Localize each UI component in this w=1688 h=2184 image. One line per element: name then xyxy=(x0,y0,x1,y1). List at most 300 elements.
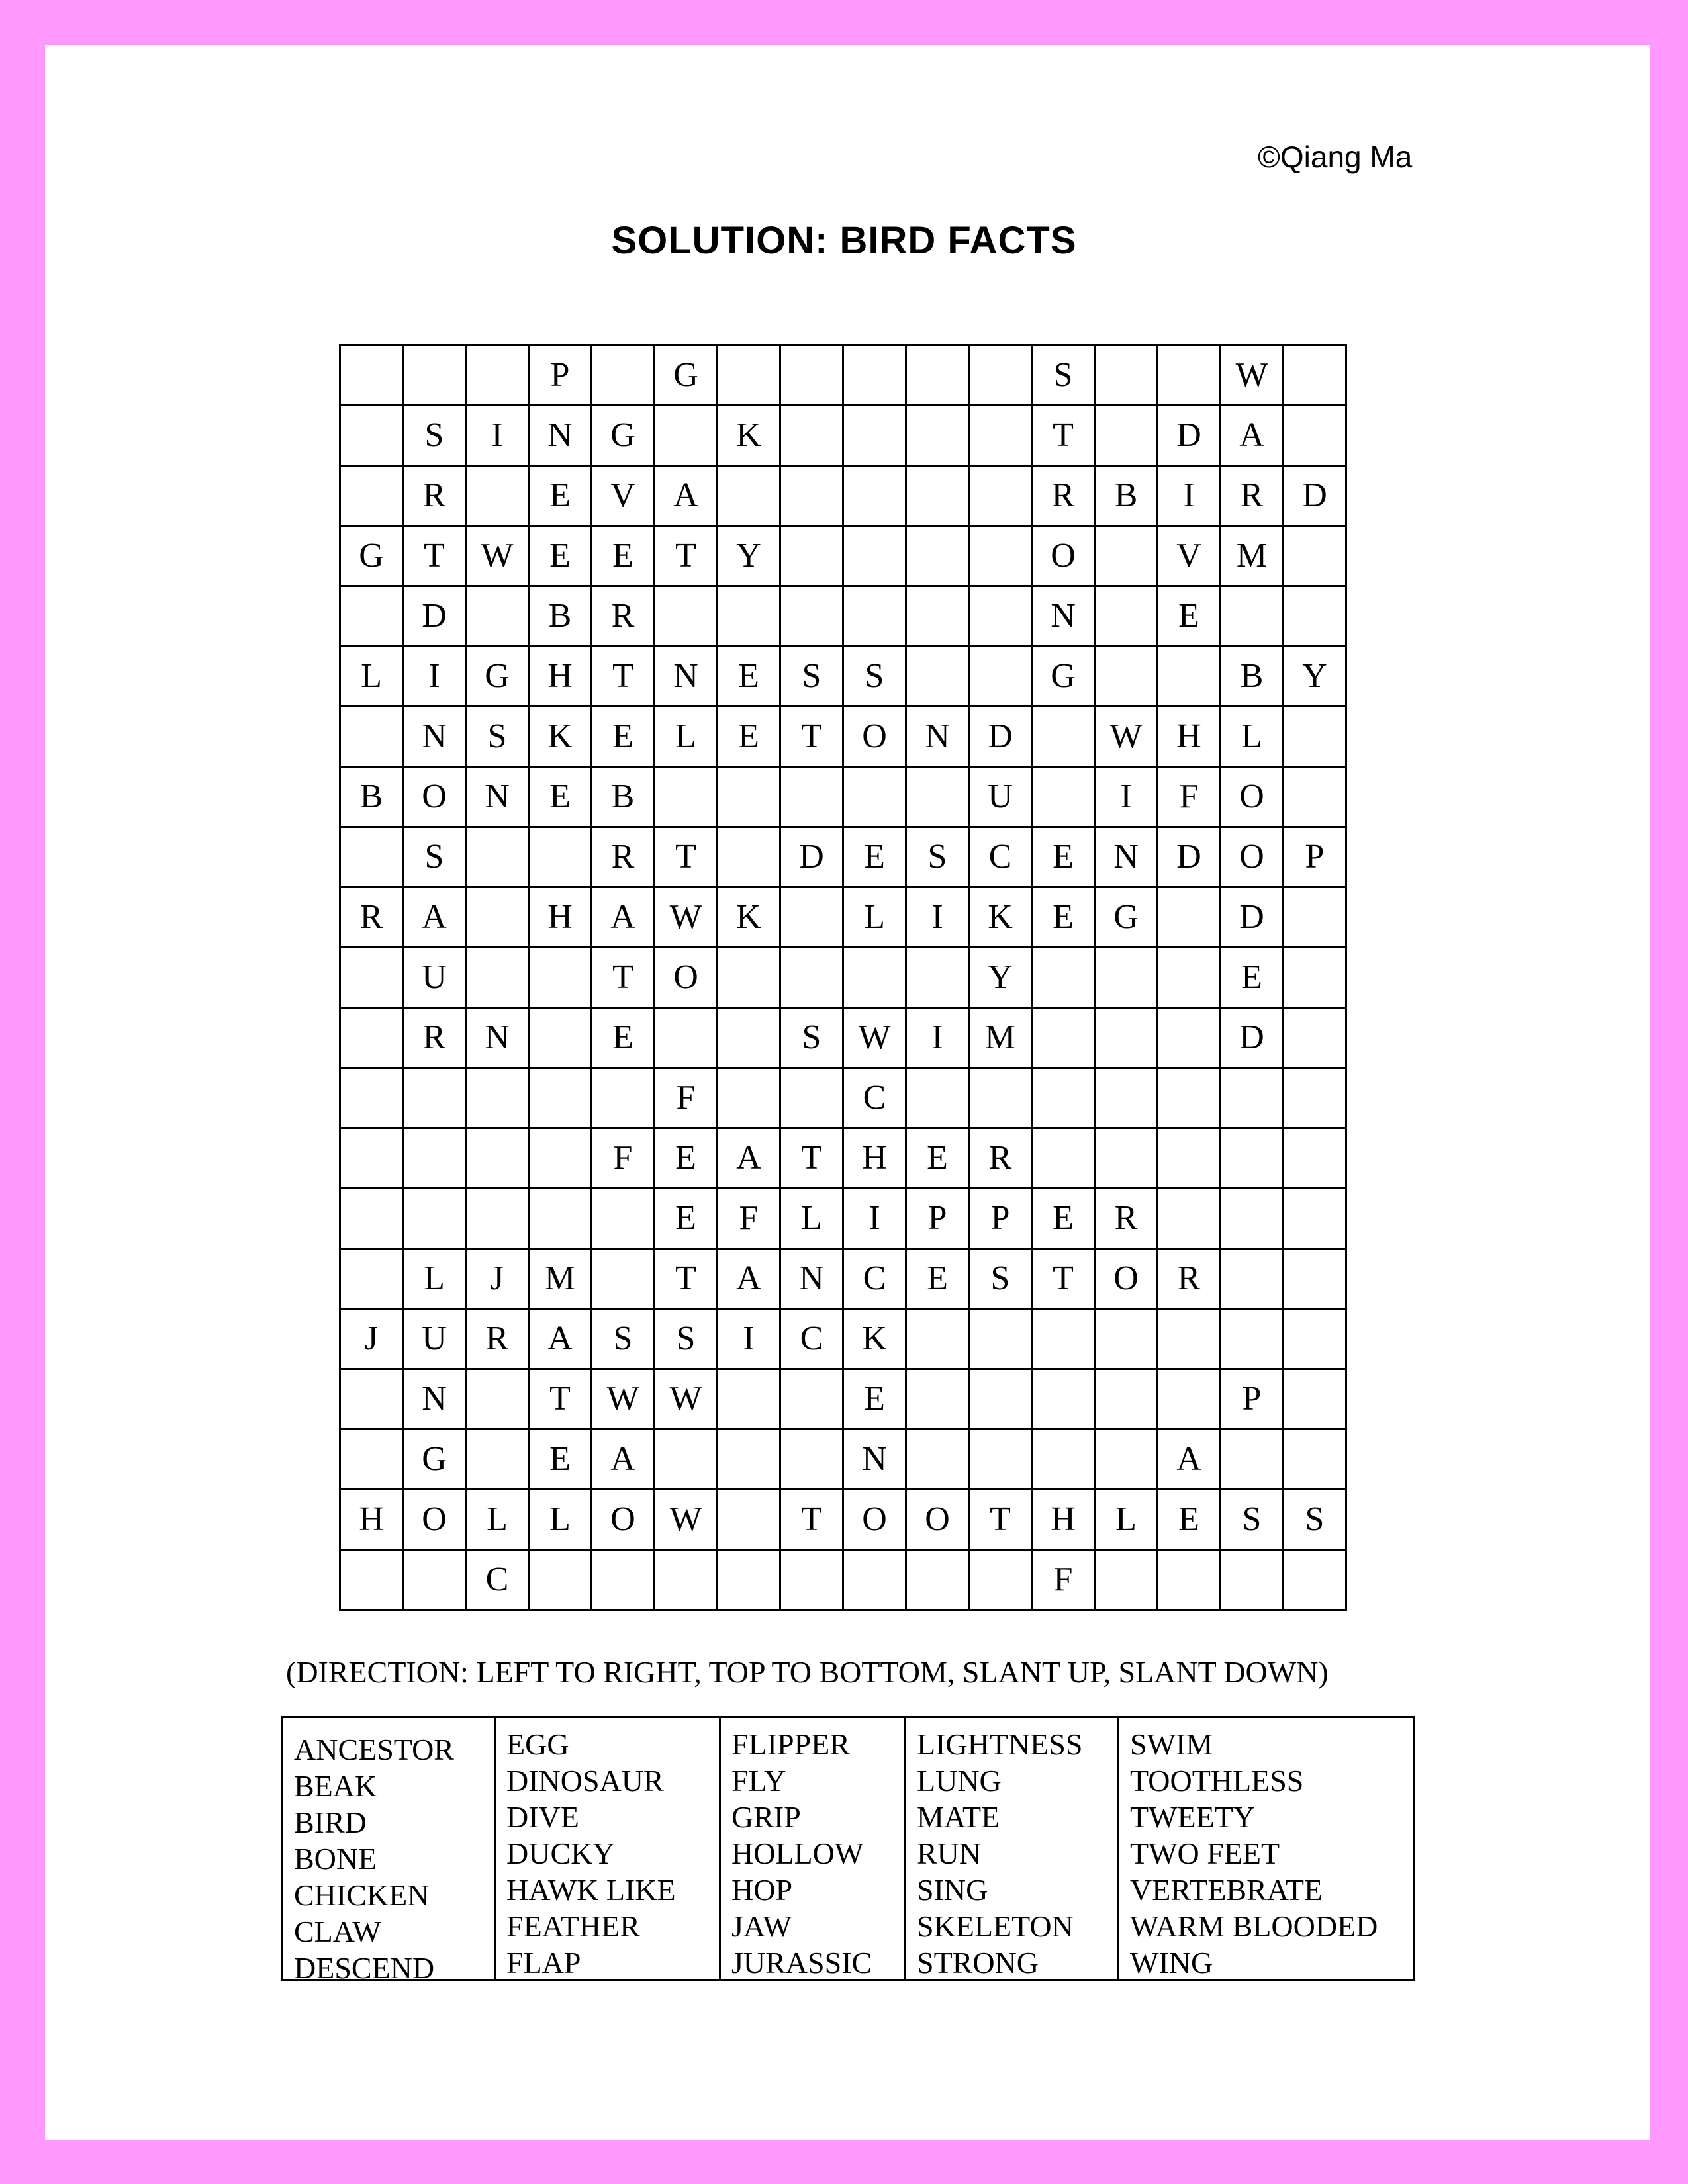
grid-cell xyxy=(466,466,529,526)
grid-cell xyxy=(843,345,906,406)
grid-cell: S xyxy=(1032,345,1095,406)
grid-cell: K xyxy=(843,1309,906,1369)
grid-cell xyxy=(340,1430,403,1490)
grid-cell xyxy=(843,466,906,526)
grid-cell: M xyxy=(969,1008,1032,1068)
grid-cell: D xyxy=(969,707,1032,767)
word-bank-item: MATE xyxy=(917,1800,1000,1834)
word-bank-item: SKELETON xyxy=(917,1909,1074,1943)
grid-cell xyxy=(718,1008,780,1068)
grid-cell: O xyxy=(655,948,718,1008)
grid-cell xyxy=(340,1008,403,1068)
grid-cell xyxy=(1158,1309,1221,1369)
word-bank-item: RUN xyxy=(917,1837,982,1870)
grid-cell xyxy=(1221,586,1284,647)
grid-cell xyxy=(403,1128,466,1189)
grid-cell: L xyxy=(529,1490,592,1550)
word-bank-item: SING xyxy=(917,1873,988,1907)
grid-cell: E xyxy=(1032,887,1095,948)
grid-cell: N xyxy=(466,1008,529,1068)
grid-cell: I xyxy=(906,1008,969,1068)
grid-cell xyxy=(466,1369,529,1430)
grid-cell: H xyxy=(843,1128,906,1189)
grid-cell xyxy=(529,1008,592,1068)
grid-cell: L xyxy=(780,1189,843,1249)
grid-cell: F xyxy=(718,1189,780,1249)
grid-cell: W xyxy=(655,887,718,948)
grid-cell: E xyxy=(1158,586,1221,647)
grid-cell: F xyxy=(592,1128,655,1189)
grid-cell: S xyxy=(843,647,906,707)
grid-cell: K xyxy=(718,887,780,948)
word-bank-column xyxy=(904,1718,1117,1979)
word-bank-item: CHICKEN xyxy=(294,1878,430,1912)
grid-cell: E xyxy=(843,827,906,887)
grid-cell: T xyxy=(592,647,655,707)
grid-cell: G xyxy=(466,647,529,707)
grid-cell xyxy=(1158,948,1221,1008)
grid-cell xyxy=(529,1128,592,1189)
grid-cell xyxy=(1284,1128,1346,1189)
grid-cell: U xyxy=(969,767,1032,827)
grid-cell: A xyxy=(1158,1430,1221,1490)
grid-cell: S xyxy=(969,1249,1032,1309)
word-bank-item: VERTEBRATE xyxy=(1130,1873,1323,1907)
grid-cell xyxy=(466,1128,529,1189)
grid-cell xyxy=(906,647,969,707)
grid-cell xyxy=(843,1550,906,1610)
grid-cell xyxy=(340,1369,403,1430)
grid-cell: C xyxy=(466,1550,529,1610)
grid-cell: L xyxy=(1095,1490,1158,1550)
grid-cell: W xyxy=(1221,345,1284,406)
grid-cell: G xyxy=(403,1430,466,1490)
word-bank-column xyxy=(719,1718,904,1979)
grid-cell: E xyxy=(592,707,655,767)
grid-row xyxy=(340,707,1346,767)
grid-cell: P xyxy=(1284,827,1346,887)
grid-cell: H xyxy=(1158,707,1221,767)
grid-cell: N xyxy=(529,406,592,466)
grid-cell: R xyxy=(592,586,655,647)
grid-cell: S xyxy=(403,406,466,466)
grid-cell xyxy=(1158,887,1221,948)
grid-cell: W xyxy=(843,1008,906,1068)
grid-cell xyxy=(466,887,529,948)
grid-cell: N xyxy=(906,707,969,767)
grid-cell: W xyxy=(655,1490,718,1550)
grid-cell: Y xyxy=(718,526,780,586)
grid-cell xyxy=(1284,526,1346,586)
grid-cell: B xyxy=(340,767,403,827)
word-bank-item: FEATHER xyxy=(506,1909,640,1943)
grid-cell xyxy=(906,1430,969,1490)
copyright-notice: ©Qiang Ma xyxy=(1258,140,1413,174)
grid-cell xyxy=(340,1128,403,1189)
grid-cell: F xyxy=(1032,1550,1095,1610)
grid-row xyxy=(340,1189,1346,1249)
grid-cell xyxy=(655,406,718,466)
grid-cell xyxy=(1284,1008,1346,1068)
grid-cell xyxy=(466,1189,529,1249)
grid-cell: L xyxy=(1221,707,1284,767)
grid-cell: S xyxy=(466,707,529,767)
grid-cell xyxy=(1284,1068,1346,1128)
word-bank-item: LIGHTNESS xyxy=(917,1727,1083,1761)
grid-cell: O xyxy=(403,1490,466,1550)
word-bank-item: HOLLOW xyxy=(731,1837,864,1870)
grid-cell xyxy=(1095,1430,1158,1490)
grid-cell: E xyxy=(906,1249,969,1309)
grid-cell: C xyxy=(780,1309,843,1369)
grid-cell: A xyxy=(718,1128,780,1189)
grid-cell: P xyxy=(969,1189,1032,1249)
grid-cell: G xyxy=(1032,647,1095,707)
grid-cell: S xyxy=(780,1008,843,1068)
grid-cell xyxy=(340,1249,403,1309)
grid-cell: A xyxy=(592,1430,655,1490)
grid-cell xyxy=(718,767,780,827)
grid-cell: I xyxy=(466,406,529,466)
grid-cell xyxy=(466,827,529,887)
grid-cell xyxy=(340,1068,403,1128)
grid-row xyxy=(340,1249,1346,1309)
grid-cell xyxy=(466,1430,529,1490)
grid-cell xyxy=(906,526,969,586)
word-bank-column xyxy=(494,1718,719,1979)
grid-cell: O xyxy=(1221,827,1284,887)
grid-row xyxy=(340,1490,1346,1550)
grid-cell xyxy=(1221,1128,1284,1189)
grid-cell: H xyxy=(529,887,592,948)
grid-cell: W xyxy=(655,1369,718,1430)
grid-cell: T xyxy=(655,1249,718,1309)
grid-cell xyxy=(1032,1128,1095,1189)
grid-cell: N xyxy=(843,1430,906,1490)
word-bank-item: FLY xyxy=(731,1764,786,1797)
grid-cell xyxy=(340,1550,403,1610)
grid-cell: E xyxy=(529,466,592,526)
grid-cell: N xyxy=(1095,827,1158,887)
grid-cell xyxy=(655,1008,718,1068)
grid-cell xyxy=(1095,1068,1158,1128)
grid-cell: N xyxy=(403,707,466,767)
grid-cell xyxy=(780,1068,843,1128)
word-bank-item: BIRD xyxy=(294,1805,367,1839)
grid-cell: S xyxy=(1221,1490,1284,1550)
grid-cell: E xyxy=(529,526,592,586)
grid-cell xyxy=(969,1550,1032,1610)
grid-cell: C xyxy=(843,1068,906,1128)
grid-cell: E xyxy=(1221,948,1284,1008)
grid-cell: N xyxy=(655,647,718,707)
grid-cell xyxy=(1095,1369,1158,1430)
grid-cell: K xyxy=(718,406,780,466)
grid-cell xyxy=(1095,1008,1158,1068)
grid-cell: G xyxy=(592,406,655,466)
grid-cell: R xyxy=(403,1008,466,1068)
grid-cell: O xyxy=(592,1490,655,1550)
grid-cell: B xyxy=(529,586,592,647)
word-bank-item: STRONG xyxy=(917,1946,1039,1979)
grid-cell xyxy=(906,948,969,1008)
grid-cell: R xyxy=(1158,1249,1221,1309)
grid-cell: T xyxy=(780,1490,843,1550)
grid-cell: S xyxy=(906,827,969,887)
grid-cell xyxy=(1284,345,1346,406)
grid-cell xyxy=(1158,1550,1221,1610)
grid-cell xyxy=(780,526,843,586)
grid-cell xyxy=(529,827,592,887)
grid-cell xyxy=(466,1068,529,1128)
grid-cell: I xyxy=(1158,466,1221,526)
grid-cell: V xyxy=(592,466,655,526)
grid-cell xyxy=(1284,1430,1346,1490)
grid-cell xyxy=(403,1550,466,1610)
grid-cell xyxy=(655,1430,718,1490)
grid-cell: R xyxy=(1032,466,1095,526)
grid-cell xyxy=(1032,767,1095,827)
word-search-grid xyxy=(339,344,1347,1611)
word-bank-item: SWIM xyxy=(1130,1727,1213,1761)
grid-cell: E xyxy=(655,1128,718,1189)
grid-cell xyxy=(529,1189,592,1249)
grid-cell xyxy=(718,1550,780,1610)
grid-cell: E xyxy=(529,1430,592,1490)
grid-cell: L xyxy=(340,647,403,707)
grid-cell xyxy=(1284,887,1346,948)
grid-cell: E xyxy=(843,1369,906,1430)
grid-cell: I xyxy=(843,1189,906,1249)
grid-cell xyxy=(906,466,969,526)
grid-cell: G xyxy=(340,526,403,586)
grid-cell: D xyxy=(1284,466,1346,526)
grid-cell: D xyxy=(780,827,843,887)
grid-cell xyxy=(843,526,906,586)
grid-cell: C xyxy=(843,1249,906,1309)
grid-cell: E xyxy=(1032,1189,1095,1249)
grid-cell: W xyxy=(1095,707,1158,767)
grid-cell xyxy=(843,767,906,827)
grid-cell xyxy=(969,1309,1032,1369)
grid-cell: T xyxy=(655,827,718,887)
grid-row xyxy=(340,526,1346,586)
grid-cell xyxy=(1221,1430,1284,1490)
grid-cell xyxy=(1158,1128,1221,1189)
grid-cell: B xyxy=(1095,466,1158,526)
grid-cell: B xyxy=(592,767,655,827)
word-bank-column xyxy=(283,1718,494,1985)
grid-cell xyxy=(1158,345,1221,406)
grid-cell: A xyxy=(403,887,466,948)
grid-cell: T xyxy=(592,948,655,1008)
grid-cell: S xyxy=(403,827,466,887)
grid-cell xyxy=(655,767,718,827)
grid-cell xyxy=(906,1309,969,1369)
grid-cell xyxy=(969,526,1032,586)
grid-cell xyxy=(1284,1249,1346,1309)
grid-cell xyxy=(969,1068,1032,1128)
grid-cell: W xyxy=(466,526,529,586)
grid-cell xyxy=(340,707,403,767)
grid-cell: E xyxy=(592,1008,655,1068)
grid-cell xyxy=(906,586,969,647)
word-bank-item: GRIP xyxy=(731,1800,801,1834)
grid-cell xyxy=(906,406,969,466)
grid-cell xyxy=(906,1068,969,1128)
grid-cell: T xyxy=(1032,406,1095,466)
grid-cell: E xyxy=(655,1189,718,1249)
grid-cell: T xyxy=(1032,1249,1095,1309)
grid-cell xyxy=(1221,1249,1284,1309)
grid-cell: F xyxy=(655,1068,718,1128)
grid-cell: O xyxy=(1032,526,1095,586)
grid-cell xyxy=(1095,1550,1158,1610)
grid-cell xyxy=(1095,526,1158,586)
grid-cell xyxy=(1158,1369,1221,1430)
grid-cell xyxy=(1095,1309,1158,1369)
grid-cell xyxy=(1284,586,1346,647)
grid-cell xyxy=(1284,707,1346,767)
grid-cell xyxy=(1221,1068,1284,1128)
grid-row xyxy=(340,406,1346,466)
grid-row xyxy=(340,586,1346,647)
grid-cell xyxy=(1032,707,1095,767)
grid-cell xyxy=(969,647,1032,707)
grid-cell: R xyxy=(403,466,466,526)
grid-cell: I xyxy=(718,1309,780,1369)
word-bank-item: HOP xyxy=(731,1873,793,1907)
word-bank-item: TWEETY xyxy=(1130,1800,1256,1834)
grid-cell xyxy=(1095,345,1158,406)
grid-cell: C xyxy=(969,827,1032,887)
grid-cell xyxy=(1158,647,1221,707)
grid-cell: T xyxy=(969,1490,1032,1550)
grid-cell: S xyxy=(780,647,843,707)
grid-cell xyxy=(780,1550,843,1610)
grid-cell: N xyxy=(780,1249,843,1309)
word-bank-item: FLAP xyxy=(506,1946,581,1979)
grid-row xyxy=(340,1068,1346,1128)
grid-cell xyxy=(780,1369,843,1430)
grid-cell: O xyxy=(403,767,466,827)
grid-cell: T xyxy=(655,526,718,586)
grid-row xyxy=(340,887,1346,948)
grid-cell: T xyxy=(529,1369,592,1430)
grid-cell: L xyxy=(466,1490,529,1550)
grid-cell: P xyxy=(906,1189,969,1249)
grid-cell: I xyxy=(906,887,969,948)
grid-cell: N xyxy=(403,1369,466,1430)
grid-cell: A xyxy=(529,1309,592,1369)
grid-cell: O xyxy=(1221,767,1284,827)
grid-row xyxy=(340,466,1346,526)
grid-cell xyxy=(718,1490,780,1550)
grid-cell xyxy=(1284,948,1346,1008)
grid-cell: M xyxy=(529,1249,592,1309)
grid-cell xyxy=(340,827,403,887)
word-bank xyxy=(281,1716,1415,1985)
grid-cell xyxy=(969,586,1032,647)
grid-cell xyxy=(780,767,843,827)
grid-cell xyxy=(780,1430,843,1490)
grid-cell xyxy=(906,1369,969,1430)
grid-cell: O xyxy=(906,1490,969,1550)
grid-cell xyxy=(655,586,718,647)
grid-cell xyxy=(1284,1369,1346,1430)
word-bank-item: WING xyxy=(1130,1946,1213,1979)
grid-cell: H xyxy=(340,1490,403,1550)
grid-cell: S xyxy=(592,1309,655,1369)
grid-cell xyxy=(1284,767,1346,827)
grid-cell xyxy=(340,948,403,1008)
grid-cell xyxy=(1158,1189,1221,1249)
grid-cell: E xyxy=(1032,827,1095,887)
direction-note: (DIRECTION: LEFT TO RIGHT, TOP TO BOTTOM, SLANT UP, SLANT DOWN) xyxy=(286,1655,1329,1689)
word-bank-item: TWO FEET xyxy=(1130,1837,1280,1870)
grid-cell xyxy=(403,345,466,406)
grid-cell: E xyxy=(906,1128,969,1189)
word-bank-item: TOOTHLESS xyxy=(1130,1764,1304,1797)
grid-cell xyxy=(340,345,403,406)
grid-cell: G xyxy=(655,345,718,406)
grid-cell xyxy=(718,827,780,887)
grid-cell xyxy=(906,767,969,827)
grid-cell xyxy=(906,1550,969,1610)
grid-cell: T xyxy=(403,526,466,586)
grid-cell: I xyxy=(403,647,466,707)
grid-cell: R xyxy=(1221,466,1284,526)
word-bank-item: ANCESTOR xyxy=(294,1733,454,1766)
grid-cell: R xyxy=(1095,1189,1158,1249)
grid-cell: U xyxy=(403,1309,466,1369)
grid-cell: L xyxy=(403,1249,466,1309)
grid-cell xyxy=(466,586,529,647)
grid-cell: P xyxy=(1221,1369,1284,1430)
grid-cell xyxy=(1284,406,1346,466)
grid-cell: R xyxy=(592,827,655,887)
grid-cell xyxy=(969,406,1032,466)
grid-row xyxy=(340,1430,1346,1490)
grid-cell: A xyxy=(718,1249,780,1309)
grid-cell xyxy=(718,1068,780,1128)
grid-cell: G xyxy=(1095,887,1158,948)
grid-cell: B xyxy=(1221,647,1284,707)
grid-cell xyxy=(1284,1189,1346,1249)
grid-cell xyxy=(529,1068,592,1128)
grid-row xyxy=(340,1128,1346,1189)
grid-cell xyxy=(1095,406,1158,466)
grid-cell: K xyxy=(969,887,1032,948)
grid-cell: S xyxy=(1284,1490,1346,1550)
grid-cell: U xyxy=(403,948,466,1008)
grid-cell xyxy=(718,466,780,526)
word-bank-item: DESCEND xyxy=(294,1951,435,1985)
grid-cell xyxy=(1032,1309,1095,1369)
word-bank-item: DIVE xyxy=(506,1800,579,1834)
word-bank-item: JURASSIC xyxy=(731,1946,872,1979)
grid-cell: V xyxy=(1158,526,1221,586)
grid-cell: O xyxy=(1095,1249,1158,1309)
grid-cell xyxy=(1221,1189,1284,1249)
grid-cell xyxy=(1032,1068,1095,1128)
grid-cell: Y xyxy=(969,948,1032,1008)
grid-cell: N xyxy=(1032,586,1095,647)
grid-cell: M xyxy=(1221,526,1284,586)
word-bank-item: JAW xyxy=(731,1909,792,1943)
grid-cell: E xyxy=(1158,1490,1221,1550)
grid-cell: J xyxy=(340,1309,403,1369)
